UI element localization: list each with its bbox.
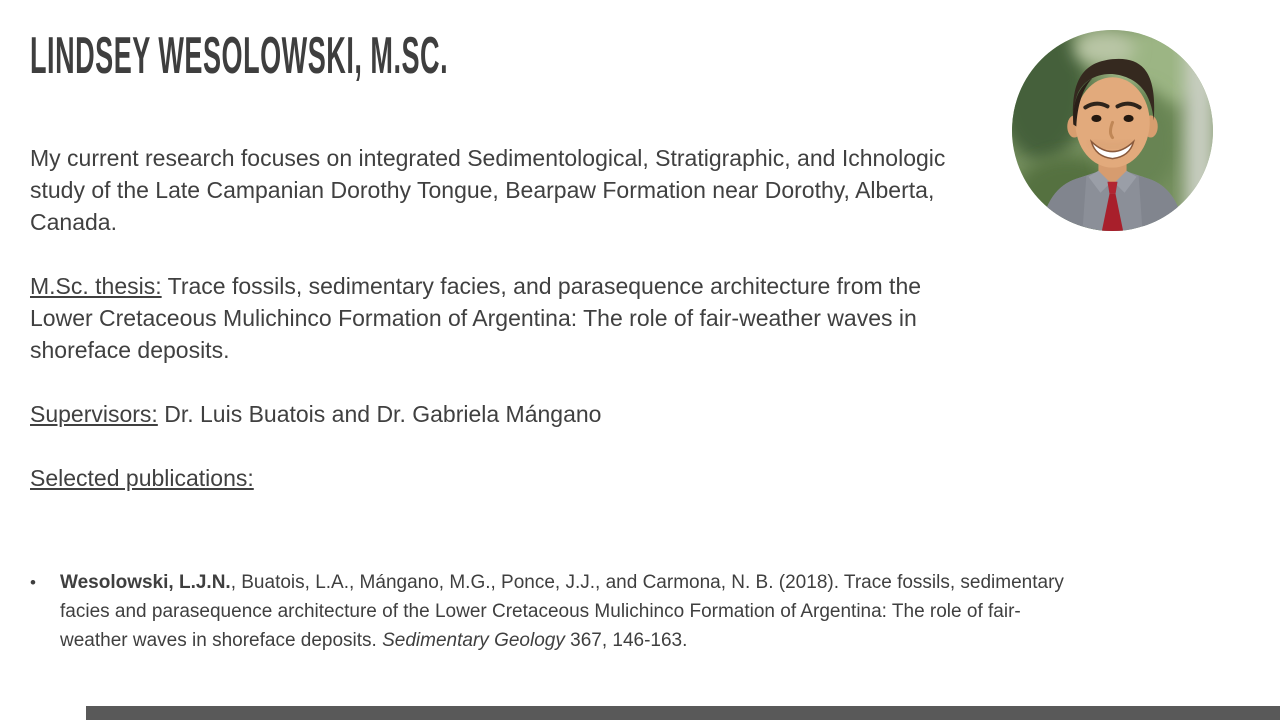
thesis-text: Trace fossils, sedimentary facies, and parasequence architecture from the: [161, 273, 922, 299]
citation-journal-italic: Sedimentary Geology: [382, 630, 565, 651]
thesis-label: M.Sc. thesis:: [30, 273, 162, 299]
citation-line-2: facies and parasequence architecture of the Lower Cretaceous Mulichinco Formation of Argentina: The role of fair-: [60, 601, 1021, 622]
supervisors-line: [30, 398, 1010, 430]
paragraph-spacer: [30, 366, 1010, 398]
citation-line-3: weather waves in shoreface deposits. Sedimentary Geology 367, 146-163.: [60, 630, 688, 651]
footer-accent-bar: [86, 706, 1280, 720]
avatar: [1012, 30, 1213, 231]
paragraph-spacer: [30, 430, 1010, 462]
thesis-line-2: Lower Cretaceous Mulichinco Formation of Argentina: The role of fair-weather waves in: [30, 305, 917, 331]
intro-line-3: Canada.: [30, 209, 117, 235]
thesis-line-1: [30, 270, 1010, 302]
paragraph-spacer: [30, 238, 1010, 270]
bio-text: [30, 142, 1010, 494]
supervisors-label: Supervisors:: [30, 401, 158, 427]
intro-line-1: My current research focuses on integrated Sedimentological, Stratigraphic, and Ichnologic: [30, 145, 946, 171]
thesis-line-3: shoreface deposits.: [30, 337, 230, 363]
publication-item: [30, 568, 1220, 655]
publication-citation: [60, 568, 1064, 655]
page-title: LINDSEY WESOLOWSKI, M.SC.: [30, 27, 449, 85]
publications-heading: Selected publications:: [30, 465, 254, 491]
bullet-icon: •: [30, 573, 36, 592]
citation-authors-bold: Wesolowski, L.J.N.: [60, 572, 231, 593]
supervisors-text: Dr. Luis Buatois and Dr. Gabriela Mángano: [157, 401, 602, 427]
intro-line-2: study of the Late Campanian Dorothy Tongue, Bearpaw Formation near Dorothy, Alberta,: [30, 177, 935, 203]
profile-photo: [1012, 30, 1213, 231]
citation-line-1: Wesolowski, L.J.N., Buatois, L.A., Mángano, M.G., Ponce, J.J., and Carmona, N. B. (2018). Trace fossils, sedimentary: [60, 572, 1064, 593]
